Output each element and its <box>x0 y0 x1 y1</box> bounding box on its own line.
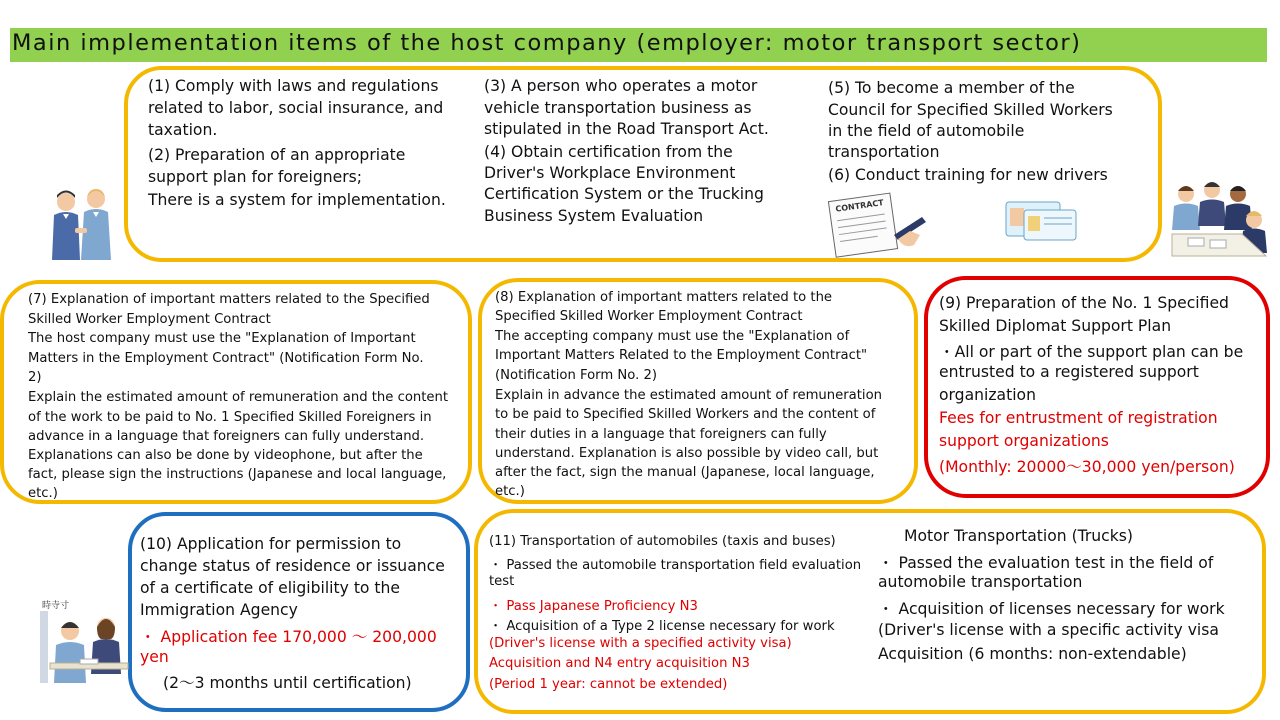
text-line: transportation <box>828 143 940 161</box>
text-line: Explain the estimated amount of remuneration and the content <box>28 390 449 405</box>
text-line-red: yen <box>140 648 169 666</box>
text-line: Acquisition (6 months: non-extendable) <box>878 645 1187 663</box>
text-line: Motor Transportation (Trucks) <box>904 527 1133 545</box>
immigration-desk-illustration <box>40 597 130 683</box>
text-line: (3) A person who operates a motor <box>484 77 758 95</box>
text-line-red: (Period 1 year: cannot be extended) <box>489 677 728 692</box>
text-line-red: (Monthly: 20000～30,000 yen/person) <box>939 458 1235 476</box>
text-line: (10) Application for permission to <box>140 535 402 553</box>
text-line: of a certificate of eligibility to the <box>140 579 401 597</box>
text-line: etc.) <box>28 486 58 501</box>
text-line-red: ・ Application fee 170,000 ～ 200,000 <box>140 628 437 646</box>
text-line: etc.) <box>495 484 525 499</box>
text-line: Driver's Workplace Environment <box>484 164 736 182</box>
text-line: after the fact, sign the manual (Japanese, local language, <box>495 465 875 480</box>
text-line: fact, please sign the instructions (Japanese and local language, <box>28 467 447 482</box>
text-line: ・ Acquisition of licenses necessary for work <box>878 600 1225 618</box>
text-line: Certification System or the Trucking <box>484 185 764 203</box>
person-1-icon <box>1172 186 1200 230</box>
text-line-red: Acquisition and N4 entry acquisition N3 <box>489 656 750 671</box>
businessman-right-icon <box>81 189 111 260</box>
text-line: (1) Comply with laws and regulations <box>148 77 439 95</box>
text-line: test <box>489 574 515 589</box>
text-line: 2) <box>28 370 42 385</box>
counter-sign-label: 時寺寸 <box>42 601 70 611</box>
text-line: The host company must use the "Explanation of Important <box>28 331 416 346</box>
text-line: ・ Passed the evaluation test in the field of <box>878 554 1214 572</box>
text-line: Skilled Worker Employment Contract <box>28 312 271 327</box>
text-line: organization <box>939 386 1036 404</box>
text-line: ・ Passed the automobile transportation field evaluation <box>489 558 862 573</box>
text-line: There is a system for implementation. <box>148 191 446 209</box>
text-line: Important Matters Related to the Employment Contract" <box>495 348 868 363</box>
text-line: (9) Preparation of the No. 1 Specified <box>939 294 1229 312</box>
text-line: stipulated in the Road Transport Act. <box>484 120 769 138</box>
text-line: (8) Explanation of important matters related to the <box>495 290 833 305</box>
contract-illustration <box>824 191 934 259</box>
text-line: Business System Evaluation <box>484 207 704 225</box>
text-line: support plan for foreigners; <box>148 168 363 186</box>
text-line: Specified Skilled Worker Employment Contract <box>495 309 803 324</box>
text-line: (5) To become a member of the <box>828 79 1075 97</box>
page-title: Main implementation items of the host company (employer: motor transport sector) <box>12 30 1082 56</box>
text-line: Skilled Diplomat Support Plan <box>939 317 1172 335</box>
text-line: (4) Obtain certification from the <box>484 143 733 161</box>
applicant-icon <box>54 622 86 683</box>
text-line: (7) Explanation of important matters related to the Specified <box>28 292 430 307</box>
text-line: The accepting company must use the "Explanation of <box>495 329 850 344</box>
text-line: vehicle transportation business as <box>484 99 752 117</box>
text-line: ・ Acquisition of a Type 2 license necessary for work <box>489 619 835 634</box>
license-cards-illustration <box>1004 196 1078 242</box>
text-line: of the work to be paid to No. 1 Specified Skilled Foreigners in <box>28 410 432 425</box>
text-line: Explain in advance the estimated amount of remuneration <box>495 388 883 403</box>
businessman-left-icon <box>52 191 80 261</box>
text-line: taxation. <box>148 121 218 139</box>
text-line: entrusted to a registered support <box>939 363 1199 381</box>
text-line: (11) Transportation of automobiles (taxis and buses) <box>489 534 836 549</box>
text-line: automobile transportation <box>878 573 1083 591</box>
text-line: understand. Explanation is also possible by video call, but <box>495 446 879 461</box>
text-line: change status of residence or issuance <box>140 557 445 575</box>
text-line: in the field of automobile <box>828 122 1025 140</box>
text-line: (Driver's license with a specific activity visa <box>878 621 1219 639</box>
text-line: (2) Preparation of an appropriate <box>148 146 406 164</box>
text-line-red: Fees for entrustment of registration <box>939 409 1218 427</box>
handshake-illustration <box>46 185 118 260</box>
text-line-red: support organizations <box>939 432 1109 450</box>
contract-label: CONTRACT <box>834 198 885 214</box>
text-line-red: (Driver's license with a specified activity visa) <box>489 636 792 651</box>
text-line: Matters in the Employment Contract" (Notification Form No. <box>28 351 424 366</box>
text-line: (2～3 months until certification) <box>163 674 412 692</box>
text-line: Immigration Agency <box>140 601 298 619</box>
text-line: Council for Specified Skilled Workers <box>828 101 1113 119</box>
text-line: (Notification Form No. 2) <box>495 368 658 383</box>
text-line: advance in a language that foreigners can fully understand. <box>28 429 425 444</box>
text-line: to be paid to Specified Skilled Workers and the content of <box>495 407 876 422</box>
text-line: (6) Conduct training for new drivers <box>828 166 1108 184</box>
meeting-group-illustration <box>1166 178 1270 264</box>
text-line: Explanations can also be done by videophone, but after the <box>28 448 423 463</box>
text-line: their duties in a language that foreigners can fully <box>495 427 827 442</box>
text-line: ・All or part of the support plan can be <box>939 343 1244 361</box>
person-2-icon <box>1198 182 1226 226</box>
text-line: related to labor, social insurance, and <box>148 99 444 117</box>
text-line-red: ・ Pass Japanese Proficiency N3 <box>489 599 698 614</box>
